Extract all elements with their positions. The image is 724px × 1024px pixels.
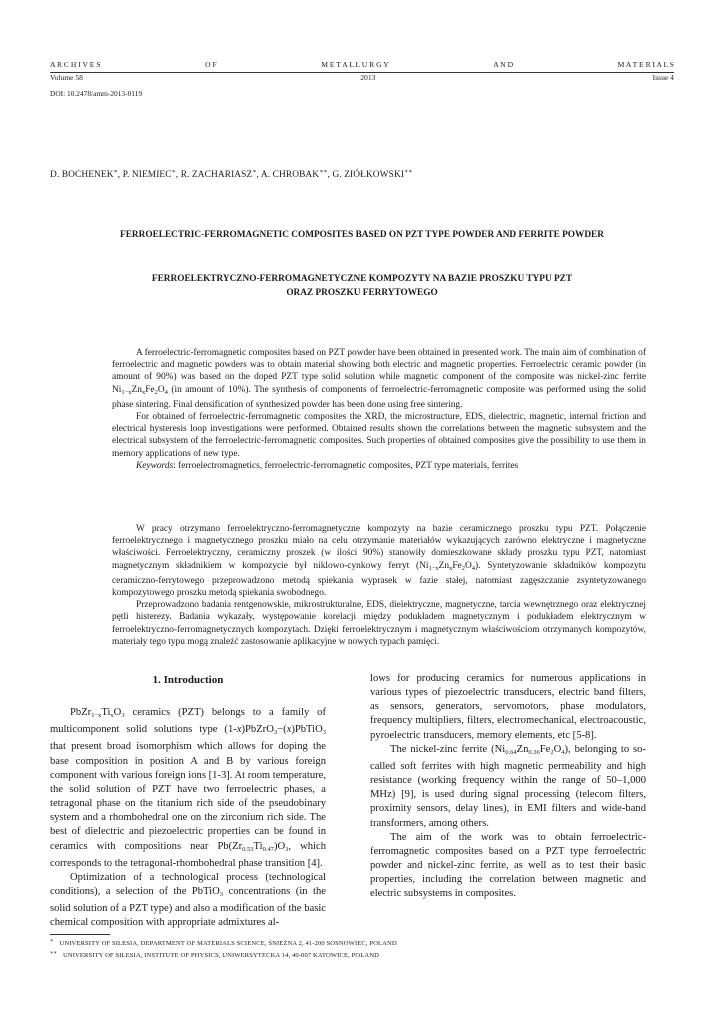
author-name: D. BOCHENEK [50,170,114,181]
issue-meta [50,73,674,82]
left-column [50,673,326,931]
author-name: A. CHROBAK [260,170,320,181]
title-line: ORAZ PROSZKU FERRYTOWEGO [286,287,438,298]
abstract-english [112,347,646,472]
issue: Issue 4 [652,73,674,82]
affiliation-mark: ∗ [113,169,118,175]
keywords-label: Keywords [136,460,174,471]
journal-word: M E T A L L U R G Y [321,60,389,69]
abstract-paragraph: Przeprowadzono badania rentgenowskie, mikrostrukturalne, EDS, dielektryczne, magnetyczne, tarcia wewnętrznego oraz elektrycznej pętli histerezy. Badania wykazały, występowanie korelacji między podukładem magnetycznym i podukładem elektrycznym w ferroelektryczno-ferromagnetycznych kompozytach. Dzięki ferroelektrycznym i magnetycznym właściwościom otrzymanych kompozytów, materiały tego typu mogą znaleźć zastosowanie aplikacyjne w nowych typach pamięci. [112,600,646,647]
affiliation-mark: ∗ [171,169,176,175]
abstract-paragraph: A ferroelectric-ferromagnetic composites based on PZT powder have been obtained in presented work. The main aim of combination of ferroelectric and magnetic powders was to obtain material showing both electric and magnetic properties. Ferroelectric ceramic powder (in amount of 90%) was based on the doped PZT type solid solution while magnetic component of the composite was nickel-zinc ferrite $Ni_{1-x}Zn_xFe_2O_4$ (in amount of 10%). The synthesis of components of ferroelectric-ferromagnetic composite was performed using the solid phase sintering. Final densification of synthesized powder has been done using free sintering. [112,348,646,410]
abstract-paragraph: W pracy otrzymano ferroelektryczno-ferromagnetyczne kompozyty na bazie ceramicznego proszku typu PZT. Połączenie ferroelektrycznego i magnetycznego proszku miało na celu otrzymanie materiałów wykazujących zarówno elektryczne i magnetyczne właściwości. Ferroelektryczny, ceramiczny proszek (w ilości 90%) stanowiły domieszkowane składy proszku typu PZT, natomiast magnetycznym składnikiem w kompozycie był niklowo-cynkowy ferryt $(Ni_{1-x}Zn_xFe_2O_4)$. Syntetyzowanie składników kompozytu ceramiczno-ferrytowego przeprowadzono metodą spiekania wyprasek w fazie stałej, natomiast zagęszczanie zsyntetyzowanego kompozytowego proszku metodą spiekania swobodnego. [112,524,646,599]
author-name: G. ZIÓŁKOWSKI [332,170,405,181]
body-paragraph: $PbZr_{1-x}Ti_xO_3$ ceramics (PZT) belongs to a family of multicomponent solid solutions type (1-x)PbZrO$_3$−(x)PbTiO$_3$ that present broad isomorphism which allows for doping the base composition in position A and B by various foreign component with various foreign ions [1-3]. At room temperature, the solid solution of PZT have two ferroelectric phases, a tetragonal phase on the titanium rich side of the pseudobinary system and a rhombohedral one on the zirconium rich side. The best of dielectric and piezoelectric properties can be found in ceramics with compositions near $Pb(Zr_{0.53}Ti_{0.47})O_3$, which corresponds to the tetragonal-rhombohedral phase transition [4]. [50,707,327,869]
author-name: R. ZACHARIASZ [180,170,253,181]
body-paragraph: lows for producing ceramics for numerous applications in various types of piezoelectric transducers, electric band filters, as sensors, generators, servomotors, phase modulators, frequency multipliers, filters, electromechanical, electroacoustic, pyroelectric transducers, memory elements, etc [5-8]. [370,673,646,741]
abstract-paragraph: For obtained of ferroelectric-ferromagnetic composites the XRD, the microstructure, EDS, dielectric, magnetic, internal friction and electrical hysteresis loop investigations were performed. Obtained results shown the correlations between the magnetic subsystem and the electrical subsystem of the ferroelectric-ferromagnetic composites. Such properties of obtained composites give the possibility to use them in memory applications of new type. [112,412,646,459]
journal-word: A R C H I V E S [50,60,101,69]
affiliation-mark: ∗∗ [404,169,413,175]
abstract-polish [112,523,646,648]
body-paragraph: The nickel-zinc ferrite $(Ni_{0.64}Zn_{0.36}Fe_2O_4)$, belonging to so-called soft ferrites with high magnetic permeability and high resistance (working frequency within the range of 50–1,000 MHz) [9], is used during signal processing (telecom filters, proximity sensors, delay lines), in EMI filters and wide-band transformers, among others. [370,743,646,829]
footnote: ∗ UNIVERSITY OF SILESIA, DEPARTMENT OF MATERIALS SCIENCE, ŚNIEŻNA 2, 41-200 SOSNOWIEC, POLAND [50,939,397,948]
keywords-list: : ferroelectromagnetics, ferroelectric-ferromagnetic composites, PZT type materials, ferrites [173,460,519,471]
journal-word: A N D [493,60,514,69]
affiliation-mark: ∗∗ [319,169,328,175]
journal-word: O F [205,60,217,69]
footnote: ∗∗ UNIVERSITY OF SILESIA, INSTITUTE OF PHYSICS, UNIWERSYTECKA 14, 40-007 KATOWICE, POLAND [50,951,379,960]
section-heading: 1. Introduction [152,674,224,686]
journal-word: M A T E R I A L S [617,60,674,69]
author-list: D. BOCHENEK∗, P. NIEMIEC∗, R. ZACHARIASZ∗, A. CHROBAK∗∗, G. ZIÓŁKOWSKI∗∗ [50,169,413,181]
paper-title-polish [50,273,674,300]
paper-title-english: FERROELECTRIC-FERROMAGNETIC COMPOSITES BASED ON PZT TYPE POWDER AND FERRITE POWDER [120,230,604,240]
body-paragraph: Optimization of a technological process (technological conditions), a selection of the PbTiO$_3$ concentrations (in the solid solution of a PZT type) and also a modification of the basic chemical composition with appropriate admixtures al- [50,871,326,929]
keywords [112,460,646,472]
journal-title [50,60,674,72]
author-name: P. NIEMIEC [122,170,172,181]
right-column [370,672,646,902]
footnote-rule [50,934,110,935]
volume: Volume 58 [50,73,83,82]
title-line: FERROELEKTRYCZNO-FERROMAGNETYCZNE KOMPOZYTY NA BAZIE PROSZKU TYPU PZT [151,274,573,284]
year: 2013 [360,73,376,82]
body-paragraph: The aim of the work was to obtain ferroelectric-ferromagnetic composites based on a PZT type ferroelectric powder and nickel-zinc ferrite, as well as to test their basic properties, including the correlation between magnetic and electric subsystems in composites. [370,831,646,900]
affiliation-mark: ∗ [252,169,257,175]
doi: DOI: 10.2478/amm-2013-0119 [50,89,143,98]
